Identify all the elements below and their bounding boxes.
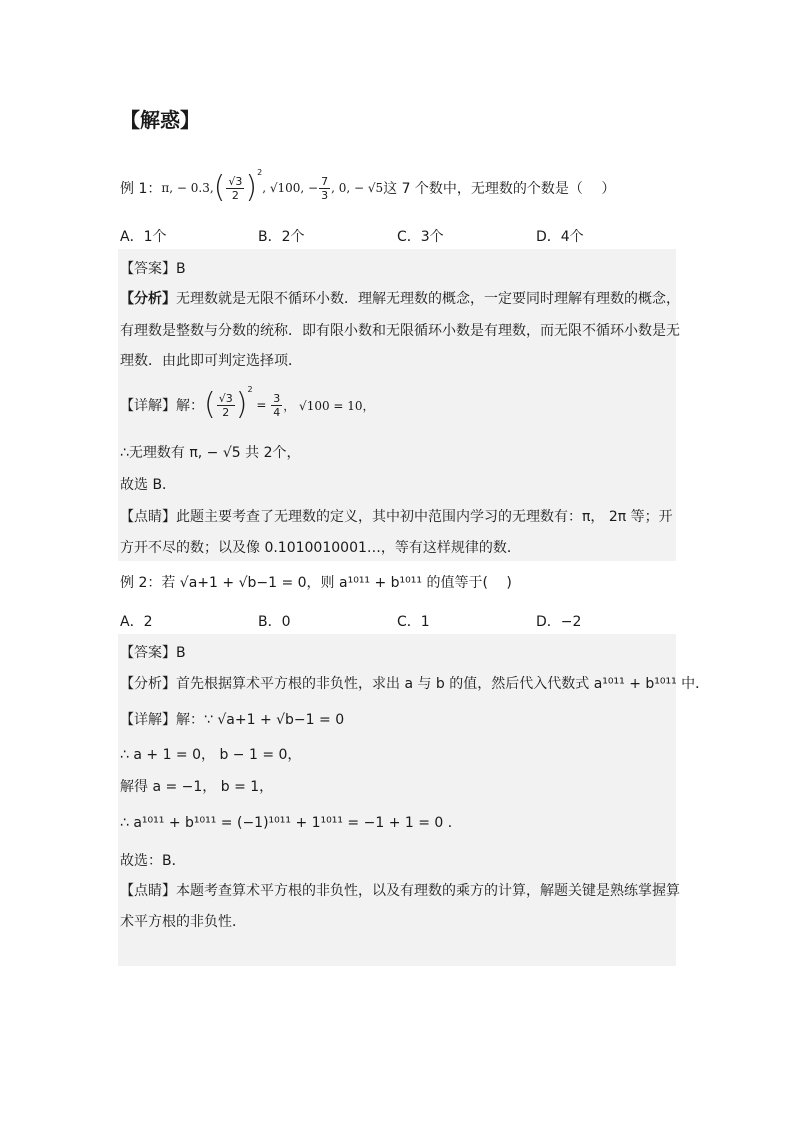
example1-numbers-a: π, − 0.3, [161,181,214,195]
example2-analysis: 【分析】首先根据算术平方根的非负性，求出 a 与 b 的值，然后代入代数式 a¹⁰¹¹ + b¹⁰¹¹ 中． [120,676,710,692]
right-paren: ) [245,170,258,205]
example1-question [120,168,615,208]
analysis-text: 无理数就是无限不循环小数．理解无理数的概念，一定要同时理解有理数的概念， [176,291,680,307]
example1-detail [120,385,375,425]
example2-detail-line1: 【详解】解：∵ √a+1 + √b−1 = 0 [120,712,345,728]
detail-rest: ， √100 = 10， [283,398,375,413]
example2-comment-line2: 术平方根的非负性． [120,914,246,930]
option-d: D．−2 [536,614,582,630]
example1-choose: 故选 B． [120,477,177,493]
example1-label: 例 1： [120,181,162,197]
fraction-sqrt3-over-2 [226,175,244,202]
example1-therefore: ∴无理数有 π, − √5 共 2个， [120,445,301,461]
exponent: 2 [247,385,253,394]
example1-numbers-c: , 0, − √5 [331,181,384,195]
fraction-denominator: 4 [273,405,281,419]
example2-answer: 【答案】B [120,645,186,661]
example2-question-text: 若 √a+1 + √b−1 = 0，则 a¹⁰¹¹ + b¹⁰¹¹ 的值等于( ) [161,575,512,591]
example2-detail-line3: 解得 a = −1， b = 1， [120,779,274,795]
example2-detail-line4: ∴ a¹⁰¹¹ + b¹⁰¹¹ = (−1)¹⁰¹¹ + 1¹⁰¹¹ = −1 + 1 = 0 ． [120,815,462,831]
option-b: B．0 [258,614,291,630]
option-d: D．4个 [536,229,584,245]
equals-sign: = [252,398,271,412]
fraction-denominator: 3 [321,188,329,202]
option-a: A．2 [120,614,153,630]
fraction-numerator: 7 [321,174,329,188]
example1-analysis-line2: 有理数是整数与分数的统称．即有限小数和无限循环小数是有理数，而无限不循环小数是无 [120,323,680,339]
option-b: B．2个 [258,229,305,245]
fraction-7-over-3 [319,175,330,202]
option-c: C．3个 [397,229,444,245]
option-a: A．1个 [120,229,167,245]
detail-tag: 【详解】解： [120,398,204,414]
left-paren: ( [213,170,226,205]
example1-analysis-line1 [120,288,680,308]
example2-detail-line2: ∴ a + 1 = 0， b − 1 = 0， [120,747,302,763]
example2-question [120,572,512,592]
fraction-denominator: 2 [231,188,239,202]
example2-comment-line1: 【点睛】本题考查算术平方根的非负性，以及有理数的乘方的计算，解题关键是熟练掌握算 [120,883,680,899]
fraction-denominator: 2 [222,405,230,419]
example1-comment-line1: 【点睛】此题主要考查了无理数的定义，其中初中范围内学习的无理数有：π， 2π 等；开 [120,509,673,525]
right-paren: ) [235,387,248,422]
exponent: 2 [257,168,263,177]
fraction-3-over-4 [271,392,282,419]
fraction-sqrt3-over-2 [217,392,235,419]
example1-answer: 【答案】B [120,261,186,277]
left-paren: ( [204,387,216,422]
fraction-numerator: 3 [273,391,281,405]
fraction-numerator: √3 [218,391,233,405]
example2-choose: 故选：B． [120,853,186,869]
fraction-numerator: √3 [228,174,243,188]
section-heading: 【解惑】 [120,108,200,132]
example1-numbers-b: , √100, − [262,181,319,195]
example1-question-text: 这 7 个数中，无理数的个数是（ ） [383,181,616,197]
example1-analysis-line3: 理数．由此即可判定选择项． [120,353,302,369]
example1-comment-line2: 方开不尽的数；以及像 0.1010010001…，等有这样规律的数． [120,540,521,556]
option-c: C．1 [397,614,430,630]
example2-label: 例 2： [120,575,162,591]
analysis-tag: 【分析】 [120,291,176,307]
